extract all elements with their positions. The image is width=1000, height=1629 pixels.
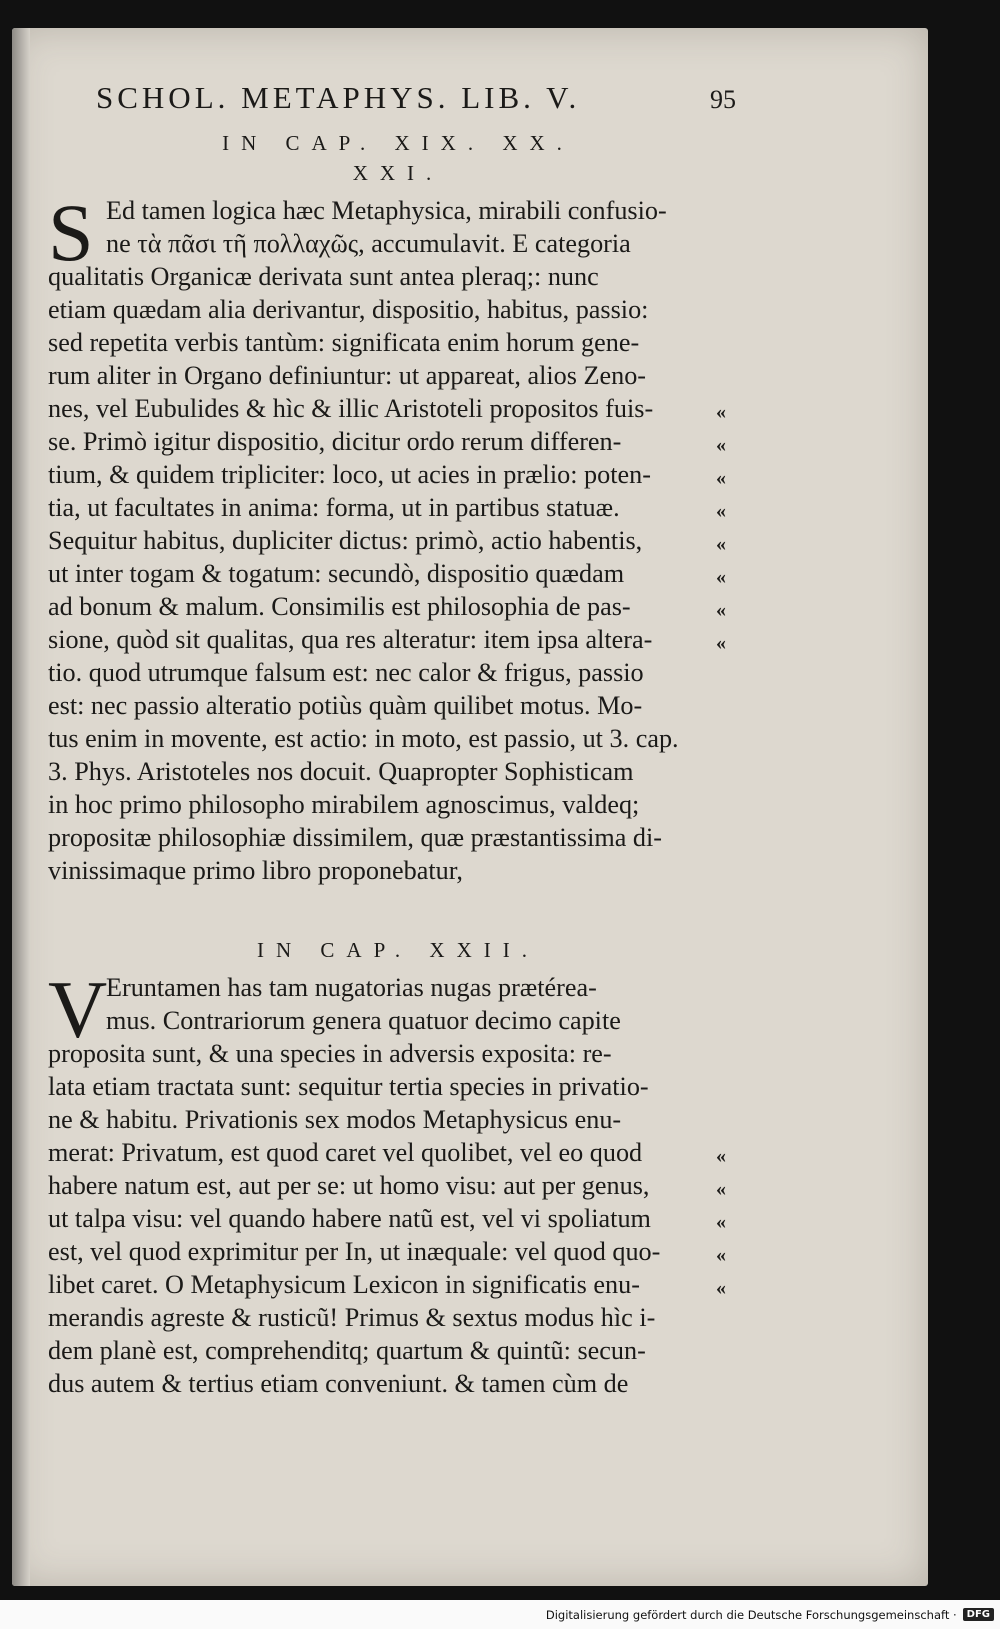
- line-text: Ed tamen logica hæc Metaphysica, mirabili confusio-: [106, 196, 667, 225]
- text-line: [48, 392, 726, 425]
- margin-quote-mark: «: [716, 1145, 726, 1167]
- line-text: tium, & quidem tripliciter: loco, ut acies in prælio: poten-: [48, 460, 651, 489]
- text-line: [48, 1235, 726, 1268]
- page-content: [48, 80, 748, 1400]
- running-head-title: SCHOL. METAPHYS. LIB. V.: [96, 80, 581, 115]
- section-heading-2: IN CAP. XXII.: [257, 938, 539, 962]
- text-line: [48, 1004, 688, 1037]
- margin-quote-mark: «: [716, 533, 726, 555]
- text-line: [48, 755, 688, 788]
- line-text: tus enim in movente, est actio: in moto, est passio, ut 3. cap.: [48, 724, 679, 753]
- line-text: merat: Privatum, est quod caret vel quolibet, vel eo quod: [48, 1138, 643, 1167]
- line-text: propositæ philosophiæ dissimilem, quæ præstantissima di-: [48, 823, 662, 852]
- text-line: [48, 722, 688, 755]
- book-page: [12, 28, 928, 1586]
- text-line: [48, 1334, 688, 1367]
- paragraph-2: [48, 964, 726, 1400]
- section-gap: [48, 887, 748, 923]
- text-line: [48, 524, 726, 557]
- line-text: dus autem & tertius etiam conveniunt. & tamen cùm de: [48, 1369, 629, 1398]
- line-text: proposita sunt, & una species in adversis exposita: re-: [48, 1039, 612, 1068]
- margin-quote-mark: «: [716, 1277, 726, 1299]
- line-text: tio. quod utrumque falsum est: nec calor & frigus, passio: [48, 658, 644, 687]
- line-text: vinissimaque primo libro proponebatur,: [48, 856, 463, 885]
- text-line: [48, 821, 688, 854]
- text-line: [48, 557, 726, 590]
- line-text: rum aliter in Organo definiuntur: ut appareat, alios Zeno-: [48, 361, 647, 390]
- line-text: ne τὰ πᾶσι τῆ πολλαχῶς, accumulavit. E categoria: [106, 229, 631, 258]
- text-line: [48, 1169, 726, 1202]
- footer-bar: [0, 1600, 1000, 1629]
- margin-quote-mark: «: [716, 566, 726, 588]
- line-text: Sequitur habitus, dupliciter dictus: primò, actio habentis,: [48, 526, 643, 555]
- text-line: [48, 854, 688, 887]
- line-text: Eruntamen has tam nugatorias nugas prætérea-: [106, 973, 597, 1002]
- line-text: ad bonum & malum. Consimilis est philosophia de pas-: [48, 592, 631, 621]
- text-line: [48, 194, 688, 227]
- drop-cap: S: [48, 187, 94, 278]
- text-line: [48, 689, 688, 722]
- section-heading-1: IN CAP. XIX. XX.: [222, 131, 574, 155]
- running-head: [48, 80, 736, 116]
- text-line: [48, 788, 688, 821]
- section-subheading-1: XXI.: [352, 161, 444, 185]
- text-line: [48, 1301, 688, 1334]
- dfg-logo: DFG: [963, 1608, 994, 1621]
- line-text: nes, vel Eubulides & hìc & illic Aristoteli propositos fuis-: [48, 394, 654, 423]
- line-text: dem planè est, comprehenditq; quartum & quintũ: secun-: [48, 1336, 646, 1365]
- line-text: in hoc primo philosopho mirabilem agnoscimus, valdeq;: [48, 790, 640, 819]
- line-text: libet caret. O Metaphysicum Lexicon in significatis enu-: [48, 1270, 640, 1299]
- margin-quote-mark: «: [716, 500, 726, 522]
- margin-quote-mark: «: [716, 401, 726, 423]
- text-line: [48, 260, 688, 293]
- page-gutter: [12, 28, 30, 1586]
- line-text: mus. Contrariorum genera quatuor decimo capite: [106, 1006, 621, 1035]
- margin-quote-mark: «: [716, 1178, 726, 1200]
- text-line: [48, 227, 688, 260]
- text-line: [48, 359, 688, 392]
- text-line: [48, 293, 688, 326]
- line-text: est, vel quod exprimitur per In, ut inæquale: vel quod quo-: [48, 1237, 661, 1266]
- text-line: [48, 971, 688, 1004]
- margin-quote-mark: «: [716, 467, 726, 489]
- line-text: sione, quòd sit qualitas, qua res alteratur: item ipsa altera-: [48, 625, 653, 654]
- margin-quote-mark: «: [716, 1244, 726, 1266]
- text-line: [48, 1202, 726, 1235]
- text-line: [48, 656, 688, 689]
- text-line: [48, 425, 726, 458]
- line-text: sed repetita verbis tantùm: significata enim horum gene-: [48, 328, 640, 357]
- line-text: tia, ut facultates in anima: forma, ut in partibus statuæ.: [48, 493, 620, 522]
- line-text: merandis agreste & rusticũ! Primus & sextus modus hìc i-: [48, 1303, 656, 1332]
- line-text: ut inter togam & togatum: secundò, dispositio quædam: [48, 559, 625, 588]
- line-text: habere natum est, aut per se: ut homo visu: aut per genus,: [48, 1171, 650, 1200]
- text-line: [48, 623, 726, 656]
- margin-quote-mark: «: [716, 434, 726, 456]
- line-text: est: nec passio alteratio potiùs quàm quilibet motus. Mo-: [48, 691, 643, 720]
- line-text: ne & habitu. Privationis sex modos Metaphysicus enu-: [48, 1105, 622, 1134]
- paragraph-1: [48, 187, 726, 887]
- text-line: [48, 1070, 688, 1103]
- drop-cap: V: [48, 964, 108, 1055]
- text-line: [48, 1037, 688, 1070]
- text-line: [48, 590, 726, 623]
- margin-quote-mark: «: [716, 632, 726, 654]
- page-number: 95: [710, 85, 736, 114]
- text-line: [48, 1136, 726, 1169]
- text-line: [48, 1367, 688, 1400]
- text-line: [48, 1103, 688, 1136]
- text-line: [48, 458, 726, 491]
- margin-quote-mark: «: [716, 599, 726, 621]
- line-text: lata etiam tractata sunt: sequitur tertia species in privatio-: [48, 1072, 649, 1101]
- margin-quote-mark: «: [716, 1211, 726, 1233]
- line-text: 3. Phys. Aristoteles nos docuit. Quapropter Sophisticam: [48, 757, 634, 786]
- line-text: se. Primò igitur dispositio, dicitur ordo rerum differen-: [48, 427, 622, 456]
- funding-credit: Digitalisierung gefördert durch die Deutsche Forschungsgemeinschaft ·: [545, 1607, 957, 1622]
- line-text: qualitatis Organicæ derivata sunt antea pleraq;: nunc: [48, 262, 599, 291]
- text-line: [48, 326, 688, 359]
- line-text: etiam quædam alia derivantur, dispositio, habitus, passio:: [48, 295, 649, 324]
- text-line: [48, 491, 726, 524]
- text-line: [48, 1268, 726, 1301]
- line-text: ut talpa visu: vel quando habere natũ est, vel vi spoliatum: [48, 1204, 651, 1233]
